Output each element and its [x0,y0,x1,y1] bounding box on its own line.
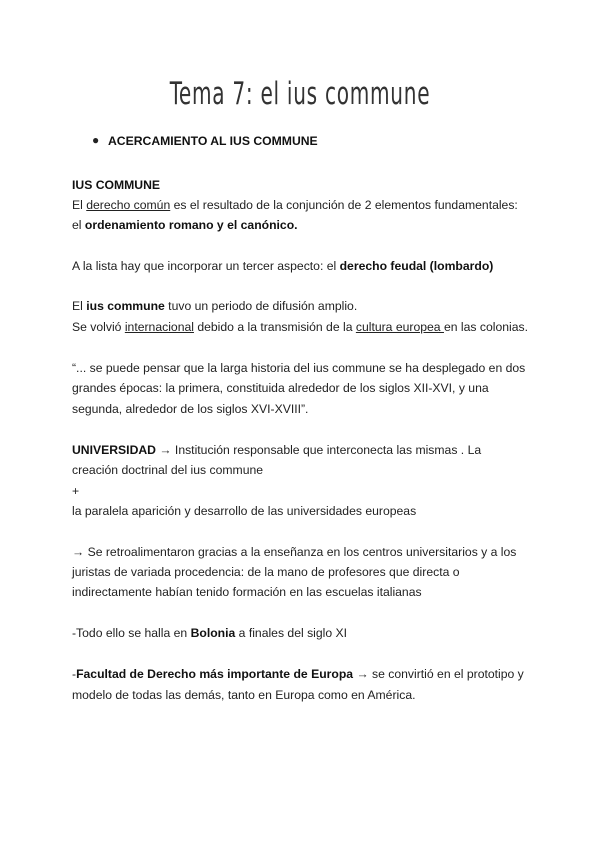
underlined-text: derecho común [86,198,171,212]
paragraph-line [72,258,493,274]
text: segunda, alrededor de los siglos XVI-XVIII”. [72,402,309,416]
bold-text: derecho feudal (lombardo) [339,259,494,273]
paragraph-line [72,584,422,600]
paragraph-line [72,177,160,193]
bold-text: ordenamiento romano y el canónico. [84,218,298,232]
text: Se volvió [72,320,125,334]
text: “... se puede pensar que la larga historia del ius commune se ha desplegado en dos [72,361,526,375]
text: A la lista hay que incorporar un tercer aspecto: el [72,259,340,273]
paragraph-line [72,360,525,376]
bold-text: ius commune [86,299,165,313]
bold-text: Facultad de Derecho más importante de Europa [76,667,354,681]
paragraph-line [72,503,416,519]
text: indirectamente habían tenido formación en las escuelas italianas [72,585,422,599]
paragraph-line [72,401,308,417]
paragraph-line [72,380,489,396]
text: en las colonias. [443,320,528,334]
text: tuvo un periodo de difusión amplio. [164,299,358,313]
text: la paralela aparición y desarrollo de las universidades europeas [72,504,417,518]
paragraph-line [72,564,460,580]
text: a finales del siglo XI [235,626,348,640]
page-title: Tema 7: el ius commune [169,76,431,112]
text: creación doctrinal del ius commune [72,463,264,477]
text: → Se retroalimentaron gracias a la enseñanza en los centros universitarios y a los [72,545,517,559]
paragraph-line [72,666,524,682]
paragraph-line [72,544,516,560]
paragraph-line [72,298,357,314]
bold-text: Bolonia [190,626,236,640]
text: juristas de variada procedencia: de la mano de profesores que directa o [72,565,460,579]
text: El [72,299,87,313]
text: es el resultado de la conjunción de 2 elementos fundamentales: [170,198,518,212]
bullet-icon: ● [92,133,100,147]
text: El [72,198,87,212]
text: -Todo ello se halla en [72,626,191,640]
text: debido a la transmisión de la [193,320,356,334]
paragraph-line [72,442,481,458]
underlined-text: internacional [124,320,194,334]
underlined-text: cultura europea [355,320,444,334]
text: → se convirtió en el prototipo y [353,667,524,681]
text: - [72,667,77,681]
text: grandes épocas: la primera, constituida alrededor de los siglos XII-XVI, y una [72,381,489,395]
text: modelo de todas las demás, tanto en Europa como en América. [72,688,416,702]
paragraph-line [72,625,347,641]
paragraph-line [72,217,298,233]
text: el [72,218,85,232]
section-heading: ACERCAMIENTO AL IUS COMMUNE [108,134,318,148]
paragraph-line [72,197,518,213]
paragraph-line [72,483,79,499]
paragraph-line [72,462,263,478]
paragraph-line [72,687,415,703]
text: + [72,484,80,498]
bold-text: IUS COMMUNE [72,178,161,192]
paragraph-line [72,319,528,335]
text: → Institución responsable que interconecta las mismas . La [155,443,482,457]
bold-text: UNIVERSIDAD [72,443,156,457]
